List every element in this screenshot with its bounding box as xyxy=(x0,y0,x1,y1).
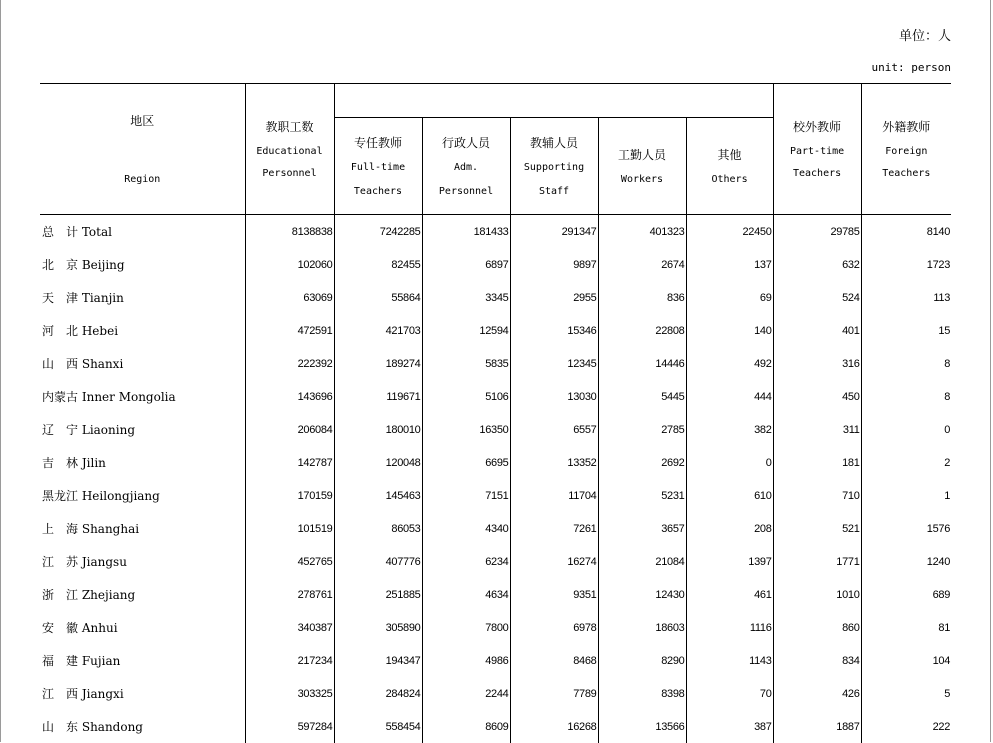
region-cell xyxy=(40,677,245,710)
region-name-en: Shanghai xyxy=(82,522,139,536)
header-support-cn: 教辅人员 xyxy=(511,134,598,151)
foreign-value: 1240 xyxy=(861,545,951,578)
region-name-cn: 上 海 xyxy=(42,522,78,536)
foreign-value: 0 xyxy=(861,413,951,446)
header-adm-en2: Personnel xyxy=(423,185,510,199)
support-value: 2955 xyxy=(510,281,598,314)
staff-value: 340387 xyxy=(245,611,334,644)
support-value: 15346 xyxy=(510,314,598,347)
header-adm-en1: Adm. xyxy=(423,161,510,175)
support-value: 13030 xyxy=(510,380,598,413)
unit-label-cn: 单位：人 xyxy=(899,25,951,44)
fulltime-value: 194347 xyxy=(334,644,422,677)
support-value: 9897 xyxy=(510,248,598,281)
parttime-value: 524 xyxy=(773,281,861,314)
table-row xyxy=(40,710,951,743)
region-name-cn: 江 西 xyxy=(42,687,78,701)
region-name-cn: 福 建 xyxy=(42,654,78,668)
region-name-cn: 北 京 xyxy=(42,258,78,272)
header-parttime xyxy=(773,84,861,215)
workers-value: 5445 xyxy=(598,380,686,413)
table-row xyxy=(40,644,951,677)
staff-value: 472591 xyxy=(245,314,334,347)
foreign-value: 81 xyxy=(861,611,951,644)
workers-value: 836 xyxy=(598,281,686,314)
fulltime-value: 119671 xyxy=(334,380,422,413)
fulltime-value: 421703 xyxy=(334,314,422,347)
header-foreign-en1: Foreign xyxy=(862,145,952,159)
parttime-value: 1010 xyxy=(773,578,861,611)
support-value: 8468 xyxy=(510,644,598,677)
unit-label-en: unit: person xyxy=(872,61,951,74)
region-name-en: Shandong xyxy=(82,720,143,734)
others-value: 382 xyxy=(686,413,773,446)
foreign-value: 5 xyxy=(861,677,951,710)
adm-value: 12594 xyxy=(422,314,510,347)
fulltime-value: 120048 xyxy=(334,446,422,479)
header-foreign xyxy=(861,84,951,215)
table-row xyxy=(40,578,951,611)
header-support xyxy=(510,118,598,215)
adm-value: 4634 xyxy=(422,578,510,611)
others-value: 461 xyxy=(686,578,773,611)
others-value: 0 xyxy=(686,446,773,479)
region-cell xyxy=(40,512,245,545)
others-value: 1116 xyxy=(686,611,773,644)
adm-value: 6234 xyxy=(422,545,510,578)
header-region-cn: 地区 xyxy=(40,112,245,129)
support-value: 12345 xyxy=(510,347,598,380)
fulltime-value: 180010 xyxy=(334,413,422,446)
staff-value: 206084 xyxy=(245,413,334,446)
foreign-value: 1723 xyxy=(861,248,951,281)
header-staff-cn: 教职工数 xyxy=(246,118,334,135)
region-cell xyxy=(40,710,245,743)
parttime-value: 450 xyxy=(773,380,861,413)
workers-value: 401323 xyxy=(598,215,686,249)
table-row xyxy=(40,248,951,281)
region-name-en: Fujian xyxy=(82,654,121,668)
parttime-value: 1771 xyxy=(773,545,861,578)
fulltime-value: 558454 xyxy=(334,710,422,743)
region-cell xyxy=(40,479,245,512)
header-foreign-en2: Teachers xyxy=(862,167,952,181)
region-name-en: Jilin xyxy=(82,456,106,470)
foreign-value: 8 xyxy=(861,347,951,380)
region-cell xyxy=(40,611,245,644)
support-value: 291347 xyxy=(510,215,598,249)
parttime-value: 860 xyxy=(773,611,861,644)
parttime-value: 29785 xyxy=(773,215,861,249)
adm-value: 5835 xyxy=(422,347,510,380)
support-value: 7789 xyxy=(510,677,598,710)
foreign-value: 104 xyxy=(861,644,951,677)
parttime-value: 316 xyxy=(773,347,861,380)
adm-value: 4986 xyxy=(422,644,510,677)
support-value: 9351 xyxy=(510,578,598,611)
staff-value: 452765 xyxy=(245,545,334,578)
table-row xyxy=(40,512,951,545)
foreign-value: 222 xyxy=(861,710,951,743)
header-workers xyxy=(598,118,686,215)
table-row xyxy=(40,215,951,249)
page-left-border xyxy=(0,0,1,742)
foreign-value: 113 xyxy=(861,281,951,314)
workers-value: 5231 xyxy=(598,479,686,512)
foreign-value: 1 xyxy=(861,479,951,512)
others-value: 1397 xyxy=(686,545,773,578)
staff-statistics-table xyxy=(40,83,951,743)
staff-value: 303325 xyxy=(245,677,334,710)
region-name-en: Tianjin xyxy=(82,291,124,305)
fulltime-value: 407776 xyxy=(334,545,422,578)
parttime-value: 401 xyxy=(773,314,861,347)
header-staff xyxy=(245,84,334,215)
others-value: 387 xyxy=(686,710,773,743)
region-name-cn: 辽 宁 xyxy=(42,423,78,437)
fulltime-value: 145463 xyxy=(334,479,422,512)
region-name-en: Jiangsu xyxy=(82,555,127,569)
fulltime-value: 284824 xyxy=(334,677,422,710)
support-value: 6978 xyxy=(510,611,598,644)
region-name-en: Inner Mongolia xyxy=(82,390,176,404)
region-name-cn: 内蒙古 xyxy=(42,390,78,404)
others-value: 1143 xyxy=(686,644,773,677)
staff-value: 8138838 xyxy=(245,215,334,249)
others-value: 444 xyxy=(686,380,773,413)
header-adm-cn: 行政人员 xyxy=(423,134,510,151)
region-name-cn: 总 计 xyxy=(42,225,78,239)
header-others-en1: Others xyxy=(687,173,773,187)
workers-value: 14446 xyxy=(598,347,686,380)
table-row xyxy=(40,413,951,446)
region-cell xyxy=(40,413,245,446)
region-name-cn: 山 西 xyxy=(42,357,78,371)
region-name-cn: 浙 江 xyxy=(42,588,78,602)
others-value: 69 xyxy=(686,281,773,314)
fulltime-value: 189274 xyxy=(334,347,422,380)
workers-value: 2785 xyxy=(598,413,686,446)
region-cell xyxy=(40,314,245,347)
region-name-en: Zhejiang xyxy=(82,588,135,602)
staff-value: 217234 xyxy=(245,644,334,677)
workers-value: 8290 xyxy=(598,644,686,677)
table-row xyxy=(40,479,951,512)
support-value: 7261 xyxy=(510,512,598,545)
region-name-en: Shanxi xyxy=(82,357,123,371)
region-name-cn: 吉 林 xyxy=(42,456,78,470)
fulltime-value: 86053 xyxy=(334,512,422,545)
header-fulltime-en1: Full-time xyxy=(335,161,422,175)
region-name-en: Anhui xyxy=(82,621,118,635)
staff-value: 143696 xyxy=(245,380,334,413)
header-parttime-cn: 校外教师 xyxy=(774,118,861,135)
header-region-en: Region xyxy=(40,173,245,187)
adm-value: 16350 xyxy=(422,413,510,446)
parttime-value: 710 xyxy=(773,479,861,512)
region-name-cn: 山 东 xyxy=(42,720,78,734)
foreign-value: 1576 xyxy=(861,512,951,545)
adm-value: 4340 xyxy=(422,512,510,545)
region-cell xyxy=(40,644,245,677)
workers-value: 12430 xyxy=(598,578,686,611)
header-adm xyxy=(422,118,510,215)
header-others-cn: 其他 xyxy=(687,146,773,163)
header-staff-en2: Personnel xyxy=(246,167,334,181)
table-row xyxy=(40,380,951,413)
table-row xyxy=(40,446,951,479)
region-name-en: Heilongjiang xyxy=(82,489,160,503)
table-row xyxy=(40,347,951,380)
staff-value: 170159 xyxy=(245,479,334,512)
foreign-value: 15 xyxy=(861,314,951,347)
workers-value: 18603 xyxy=(598,611,686,644)
header-fulltime-cn: 专任教师 xyxy=(335,134,422,151)
table-row xyxy=(40,314,951,347)
staff-value: 63069 xyxy=(245,281,334,314)
adm-value: 3345 xyxy=(422,281,510,314)
header-fulltime xyxy=(334,118,422,215)
fulltime-value: 251885 xyxy=(334,578,422,611)
workers-value: 2692 xyxy=(598,446,686,479)
region-name-cn: 天 津 xyxy=(42,291,78,305)
header-foreign-cn: 外籍教师 xyxy=(862,118,952,135)
staff-value: 278761 xyxy=(245,578,334,611)
region-name-en: Total xyxy=(82,225,112,239)
adm-value: 7151 xyxy=(422,479,510,512)
parttime-value: 632 xyxy=(773,248,861,281)
others-value: 137 xyxy=(686,248,773,281)
staff-value: 597284 xyxy=(245,710,334,743)
workers-value: 2674 xyxy=(598,248,686,281)
adm-value: 7800 xyxy=(422,611,510,644)
support-value: 16274 xyxy=(510,545,598,578)
header-support-en2: Staff xyxy=(511,185,598,199)
others-value: 610 xyxy=(686,479,773,512)
region-cell xyxy=(40,545,245,578)
region-cell xyxy=(40,281,245,314)
fulltime-value: 7242285 xyxy=(334,215,422,249)
region-name-cn: 黑龙江 xyxy=(42,489,78,503)
others-value: 140 xyxy=(686,314,773,347)
adm-value: 181433 xyxy=(422,215,510,249)
fulltime-value: 82455 xyxy=(334,248,422,281)
header-parttime-en1: Part-time xyxy=(774,145,861,159)
region-cell xyxy=(40,380,245,413)
foreign-value: 2 xyxy=(861,446,951,479)
parttime-value: 426 xyxy=(773,677,861,710)
workers-value: 3657 xyxy=(598,512,686,545)
region-name-cn: 河 北 xyxy=(42,324,78,338)
adm-value: 2244 xyxy=(422,677,510,710)
foreign-value: 8140 xyxy=(861,215,951,249)
region-name-en: Jiangxi xyxy=(82,687,124,701)
region-name-cn: 安 徽 xyxy=(42,621,78,635)
foreign-value: 689 xyxy=(861,578,951,611)
support-value: 6557 xyxy=(510,413,598,446)
workers-value: 22808 xyxy=(598,314,686,347)
others-value: 492 xyxy=(686,347,773,380)
workers-value: 8398 xyxy=(598,677,686,710)
parttime-value: 521 xyxy=(773,512,861,545)
support-value: 13352 xyxy=(510,446,598,479)
region-cell xyxy=(40,578,245,611)
table-header xyxy=(40,84,951,215)
region-cell xyxy=(40,446,245,479)
region-cell xyxy=(40,347,245,380)
adm-value: 8609 xyxy=(422,710,510,743)
header-region xyxy=(40,84,245,215)
header-parttime-en2: Teachers xyxy=(774,167,861,181)
parttime-value: 181 xyxy=(773,446,861,479)
adm-value: 6695 xyxy=(422,446,510,479)
others-value: 22450 xyxy=(686,215,773,249)
header-group-blank xyxy=(334,84,773,118)
parttime-value: 1887 xyxy=(773,710,861,743)
region-cell xyxy=(40,248,245,281)
header-staff-en1: Educational xyxy=(246,145,334,159)
region-name-en: Liaoning xyxy=(82,423,135,437)
adm-value: 6897 xyxy=(422,248,510,281)
table-row xyxy=(40,545,951,578)
fulltime-value: 55864 xyxy=(334,281,422,314)
workers-value: 21084 xyxy=(598,545,686,578)
page-right-border xyxy=(990,0,991,742)
table-row xyxy=(40,677,951,710)
adm-value: 5106 xyxy=(422,380,510,413)
parttime-value: 311 xyxy=(773,413,861,446)
table-row xyxy=(40,611,951,644)
workers-value: 13566 xyxy=(598,710,686,743)
header-workers-cn: 工勤人员 xyxy=(599,146,686,163)
support-value: 16268 xyxy=(510,710,598,743)
staff-value: 101519 xyxy=(245,512,334,545)
header-support-en1: Supporting xyxy=(511,161,598,175)
header-workers-en1: Workers xyxy=(599,173,686,187)
header-fulltime-en2: Teachers xyxy=(335,185,422,199)
foreign-value: 8 xyxy=(861,380,951,413)
region-name-en: Beijing xyxy=(82,258,125,272)
staff-value: 222392 xyxy=(245,347,334,380)
parttime-value: 834 xyxy=(773,644,861,677)
region-name-cn: 江 苏 xyxy=(42,555,78,569)
others-value: 208 xyxy=(686,512,773,545)
region-cell xyxy=(40,215,245,249)
table-body xyxy=(40,215,951,743)
region-name-en: Hebei xyxy=(82,324,118,338)
others-value: 70 xyxy=(686,677,773,710)
fulltime-value: 305890 xyxy=(334,611,422,644)
support-value: 11704 xyxy=(510,479,598,512)
staff-value: 102060 xyxy=(245,248,334,281)
header-others xyxy=(686,118,773,215)
staff-value: 142787 xyxy=(245,446,334,479)
table-row xyxy=(40,281,951,314)
